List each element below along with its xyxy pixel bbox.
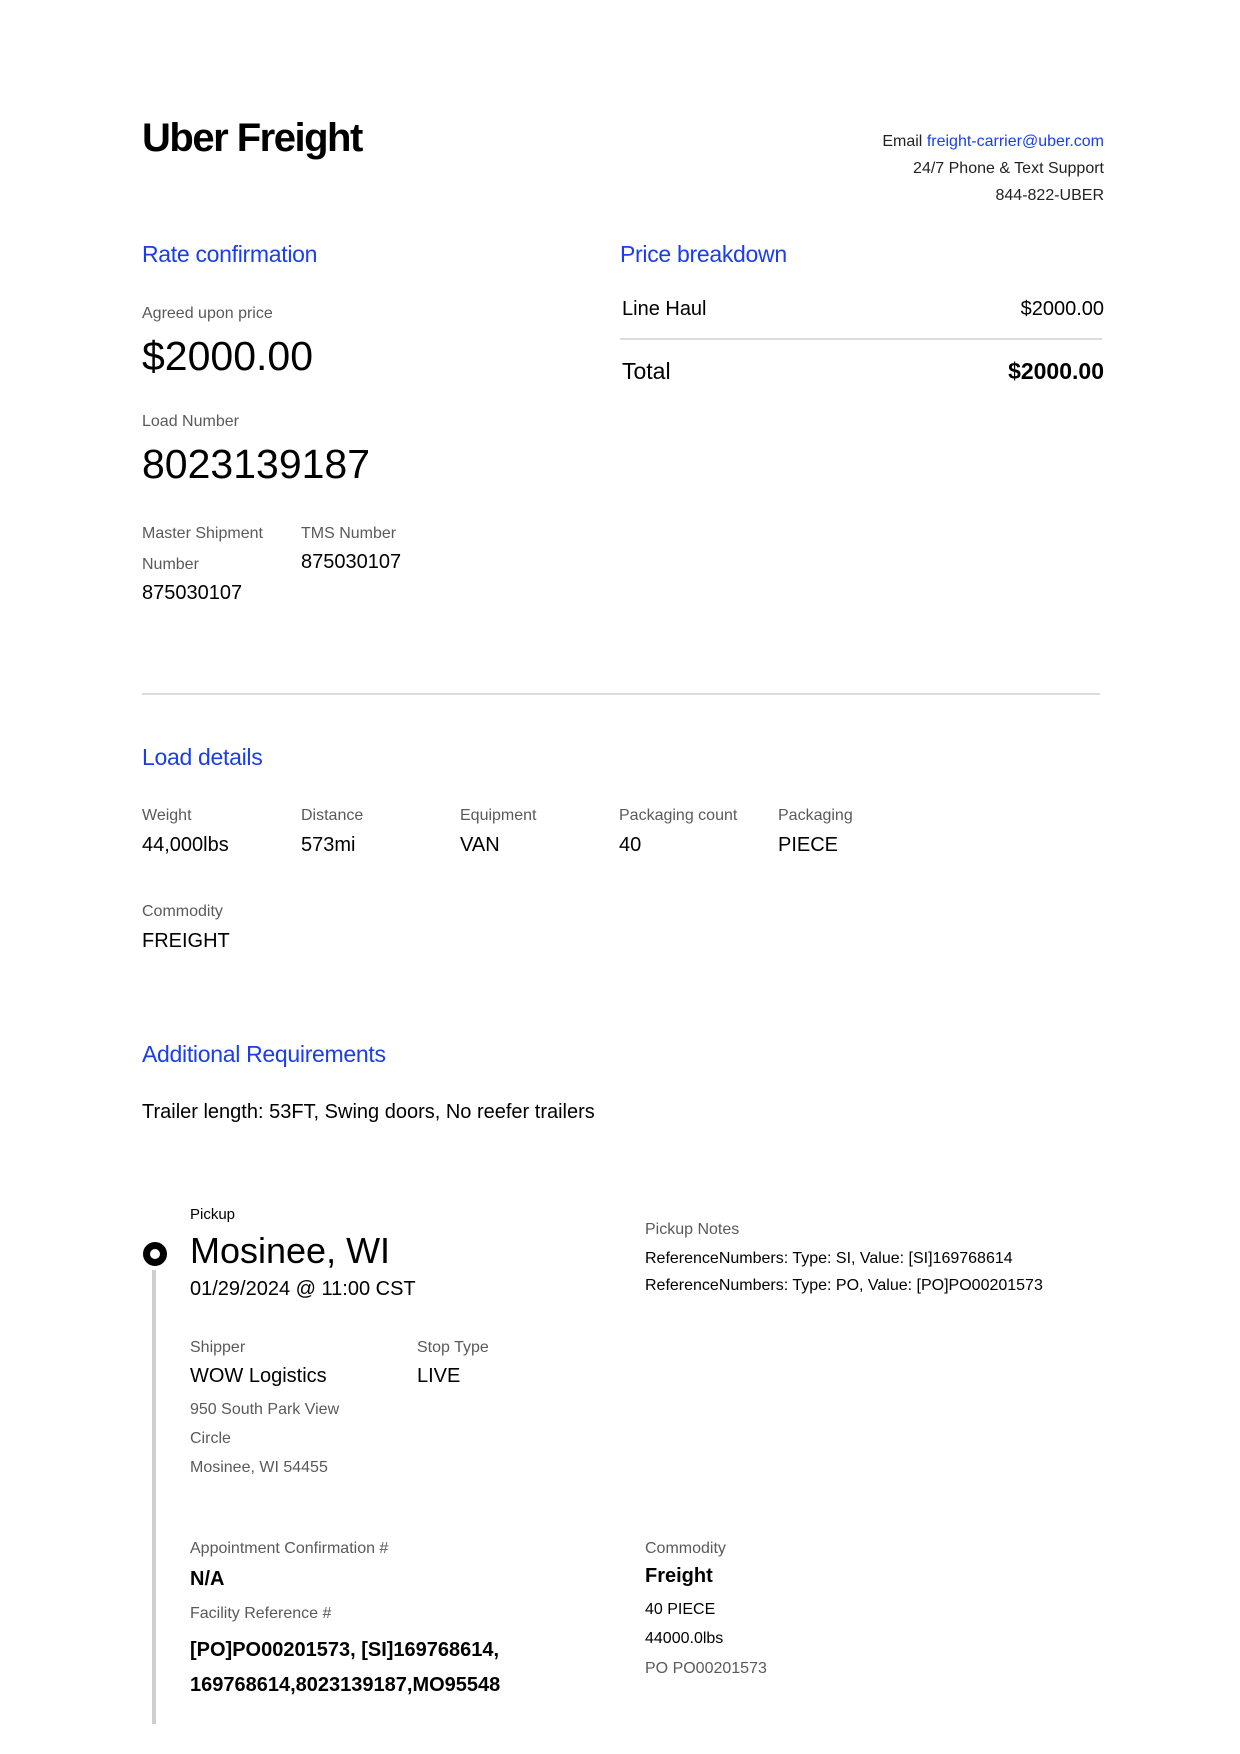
line-haul-value: $2000.00	[1020, 298, 1104, 320]
additional-requirements-text: Trailer length: 53FT, Swing doors, No reefer trailers	[142, 1101, 595, 1123]
email-label: Email	[882, 133, 923, 150]
packaging-count-value: 40	[619, 834, 642, 856]
pickup-timeline-dot-icon	[143, 1242, 167, 1266]
equipment-value: VAN	[460, 834, 500, 856]
tms-number-value: 875030107	[301, 551, 402, 573]
weight-value: 44,000lbs	[142, 834, 229, 856]
pickup-notes-label: Pickup Notes	[645, 1221, 740, 1238]
shipper-name: WOW Logistics	[190, 1365, 327, 1387]
pickup-note-2: ReferenceNumbers: Type: PO, Value: [PO]PO00201573	[645, 1277, 1043, 1294]
commodity-value: FREIGHT	[142, 930, 230, 952]
support-label: 24/7 Phone & Text Support	[913, 160, 1104, 177]
line-haul-row	[622, 298, 1104, 321]
equipment-label: Equipment	[460, 807, 537, 824]
total-label: Total	[622, 358, 671, 384]
load-details-title: Load details	[142, 744, 263, 770]
contact-block	[882, 128, 1104, 209]
weight-label: Weight	[142, 807, 192, 824]
pickup-commodity-qty: 40 PIECE	[645, 1601, 716, 1618]
shipper-address: 950 South Park View Circle Mosinee, WI 54455	[190, 1401, 340, 1476]
pickup-commodity-po: PO PO00201573	[645, 1660, 767, 1677]
stop-type-label: Stop Type	[417, 1339, 489, 1356]
pickup-datetime: 01/29/2024 @ 11:00 CST	[190, 1278, 416, 1300]
total-value: $2000.00	[1008, 358, 1104, 384]
pickup-city: Mosinee, WI	[190, 1230, 391, 1271]
pickup-commodity-weight: 44000.0lbs	[645, 1630, 724, 1647]
pickup-note-1: ReferenceNumbers: Type: SI, Value: [SI]169768614	[645, 1250, 1013, 1267]
agreed-price-label: Agreed upon price	[142, 305, 273, 322]
pickup-tag: Pickup	[190, 1206, 236, 1223]
price-breakdown-title: Price breakdown	[620, 241, 787, 267]
additional-requirements-title: Additional Requirements	[142, 1041, 386, 1067]
pickup-commodity-name: Freight	[645, 1565, 713, 1587]
master-shipment-value: 875030107	[142, 582, 243, 604]
packaging-count-label: Packaging count	[619, 807, 738, 824]
line-haul-label: Line Haul	[622, 298, 707, 320]
appointment-confirmation-value: N/A	[190, 1568, 225, 1590]
support-phone: 844-822-UBER	[995, 187, 1104, 204]
packaging-label: Packaging	[778, 807, 853, 824]
total-row	[622, 358, 1104, 385]
distance-label: Distance	[301, 807, 364, 824]
commodity-label: Commodity	[142, 903, 223, 920]
appointment-confirmation-label: Appointment Confirmation #	[190, 1540, 389, 1557]
agreed-price-value: $2000.00	[142, 333, 314, 379]
uber-freight-logo: Uber Freight	[142, 116, 362, 160]
tms-number-label: TMS Number	[301, 525, 397, 542]
facility-reference-label: Facility Reference #	[190, 1605, 332, 1622]
facility-reference-value: [PO]PO00201573, [SI]169768614, 169768614,8023139187,MO95548	[190, 1639, 501, 1696]
rate-confirmation-title: Rate confirmation	[142, 241, 318, 267]
stop-type-value: LIVE	[417, 1365, 461, 1387]
timeline-line	[152, 1270, 156, 1724]
load-number-label: Load Number	[142, 413, 239, 430]
pickup-commodity-label: Commodity	[645, 1540, 726, 1557]
packaging-value: PIECE	[778, 834, 839, 856]
email-link[interactable]: freight-carrier@uber.com	[926, 133, 1104, 150]
shipper-label: Shipper	[190, 1339, 246, 1356]
price-divider	[620, 338, 1102, 340]
section-divider	[142, 693, 1100, 695]
load-number-value: 8023139187	[142, 441, 371, 487]
master-shipment-label: Master Shipment Number	[142, 525, 263, 573]
distance-value: 573mi	[301, 834, 356, 856]
